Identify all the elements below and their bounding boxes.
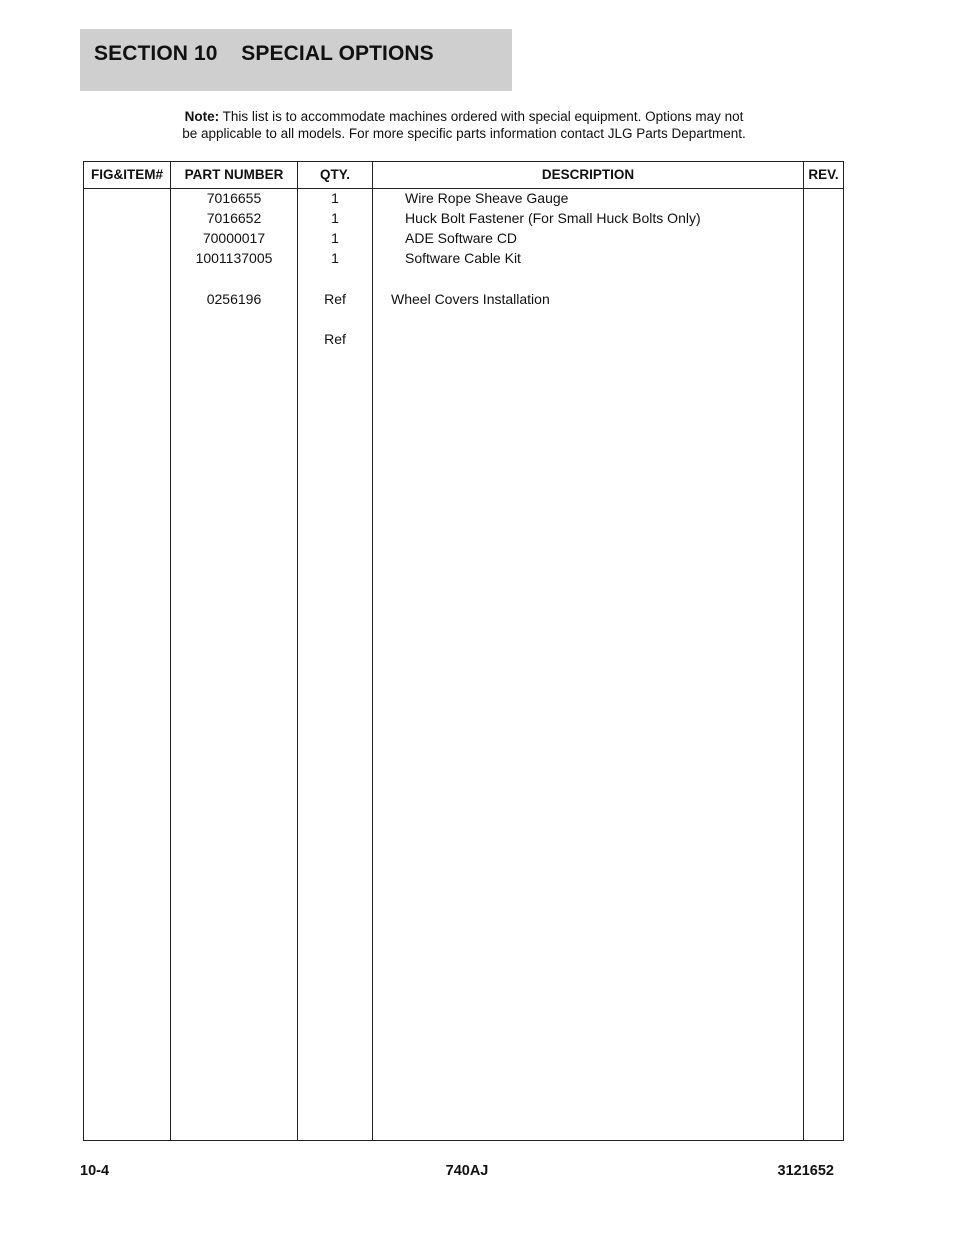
section-title	[94, 42, 434, 66]
description-cell: Huck Bolt Fastener (For Small Huck Bolts Only)	[405, 210, 701, 226]
table-row	[84, 208, 843, 228]
part-number-cell: 0256196	[206, 291, 262, 307]
table-row	[84, 289, 843, 309]
table-row	[84, 228, 843, 248]
description-cell: Wire Rope Sheave Gauge	[405, 190, 569, 206]
table-header-row	[84, 162, 843, 189]
header-part-number: PART NUMBER	[184, 167, 284, 182]
qty-cell: 1	[331, 210, 339, 226]
section-number: SECTION 10	[94, 42, 218, 65]
header-qty: QTY.	[319, 167, 350, 182]
footer-page-number: 10-4	[80, 1163, 110, 1179]
section-name: SPECIAL OPTIONS	[241, 42, 434, 65]
description-cell: Wheel Covers Installation	[391, 291, 550, 307]
header-description: DESCRIPTION	[541, 167, 635, 182]
qty-cell: 1	[331, 190, 339, 206]
header-rev: REV.	[808, 167, 839, 182]
note-line-1	[150, 108, 778, 125]
description-cell: ADE Software CD	[405, 230, 518, 246]
part-number-cell: 70000017	[202, 230, 266, 246]
note-label: Note:	[184, 109, 220, 124]
footer-model: 740AJ	[445, 1163, 489, 1179]
part-number-cell: 7016652	[206, 210, 262, 226]
description-cell: Software Cable Kit	[405, 250, 521, 266]
part-number-cell: 7016655	[206, 190, 262, 206]
parts-table	[83, 161, 844, 1141]
footer-doc-number: 3121652	[777, 1163, 834, 1179]
qty-cell: 1	[331, 230, 339, 246]
note-block	[150, 108, 778, 142]
part-number-cell: 1001137005	[195, 250, 273, 266]
qty-cell: 1	[331, 250, 339, 266]
qty-cell: Ref	[324, 291, 346, 307]
note-text-1: This list is to accommodate machines ordered with special equipment. Options may not	[222, 109, 744, 124]
header-fig-item: FIG&ITEM#	[90, 167, 163, 182]
table-row	[84, 248, 843, 268]
section-banner	[80, 29, 512, 91]
qty-cell: Ref	[324, 331, 346, 347]
table-row	[84, 329, 843, 349]
note-line-2: be applicable to all models. For more specific parts information contact JLG Parts Department.	[182, 126, 746, 141]
table-row	[84, 188, 843, 208]
